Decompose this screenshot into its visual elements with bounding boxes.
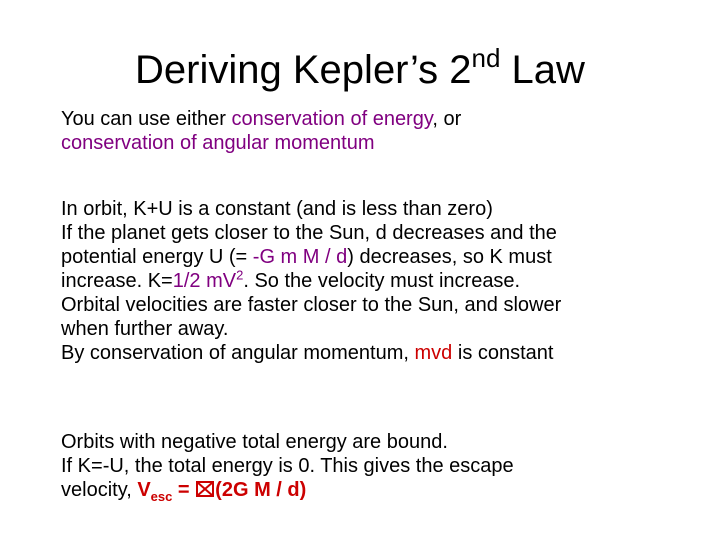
equals-sign: = [172,479,196,501]
velocity-text: velocity, [61,479,138,501]
paragraph-orbit [61,197,681,365]
paragraph-escape [61,430,681,502]
slide-title [0,42,720,98]
escape-line-2: If K=-U, the total energy is 0. This gives the escape [61,455,514,477]
velocity-subscript: esc [150,489,173,504]
kinetic-exponent: 2 [236,267,244,283]
orbit-line-6: when further away. [61,318,229,340]
kinetic-formula: 1/2 mV [172,270,237,292]
orbit-line-3 [61,245,681,269]
escape-formula [137,479,307,504]
energy-term: conservation of energy [231,108,433,130]
orbit-line-5: Orbital velocities are faster closer to the Sun, and slower [61,294,562,316]
intro-text: You can use either [61,108,232,130]
intro-or: , or [432,108,462,130]
title-superscript: nd [471,42,501,73]
velocity-symbol: V [137,479,151,501]
kinetic-after: . So the velocity must increase. [243,270,521,292]
potential-formula: -G m M / d [252,246,348,268]
escape-line-1: Orbits with negative total energy are bound. [61,431,448,453]
orbit-line-4 [61,269,681,293]
potential-after: ) decreases, so K must [347,246,552,268]
kinetic-text: increase. K= [61,270,173,292]
angular-term: mvd [414,342,453,364]
angular-text: By conservation of angular momentum, [61,342,415,364]
escape-line-3 [61,478,681,502]
potential-text: potential energy U (= [61,246,253,268]
root-argument: (2G M / d) [215,479,307,501]
angular-after: is constant [452,342,554,364]
intro-line-1 [61,107,681,131]
intro-line-2: conservation of angular momentum [61,132,375,154]
orbit-line-7 [61,341,681,365]
orbit-line-1: In orbit, K+U is a constant (and is less than zero) [61,198,493,220]
paragraph-intro [61,107,681,155]
title-end: Law [500,48,585,92]
orbit-line-2: If the planet gets closer to the Sun, d decreases and the [61,222,557,244]
missing-glyph-box-icon [195,480,215,498]
title-main: Deriving Kepler’s 2 [135,48,472,92]
